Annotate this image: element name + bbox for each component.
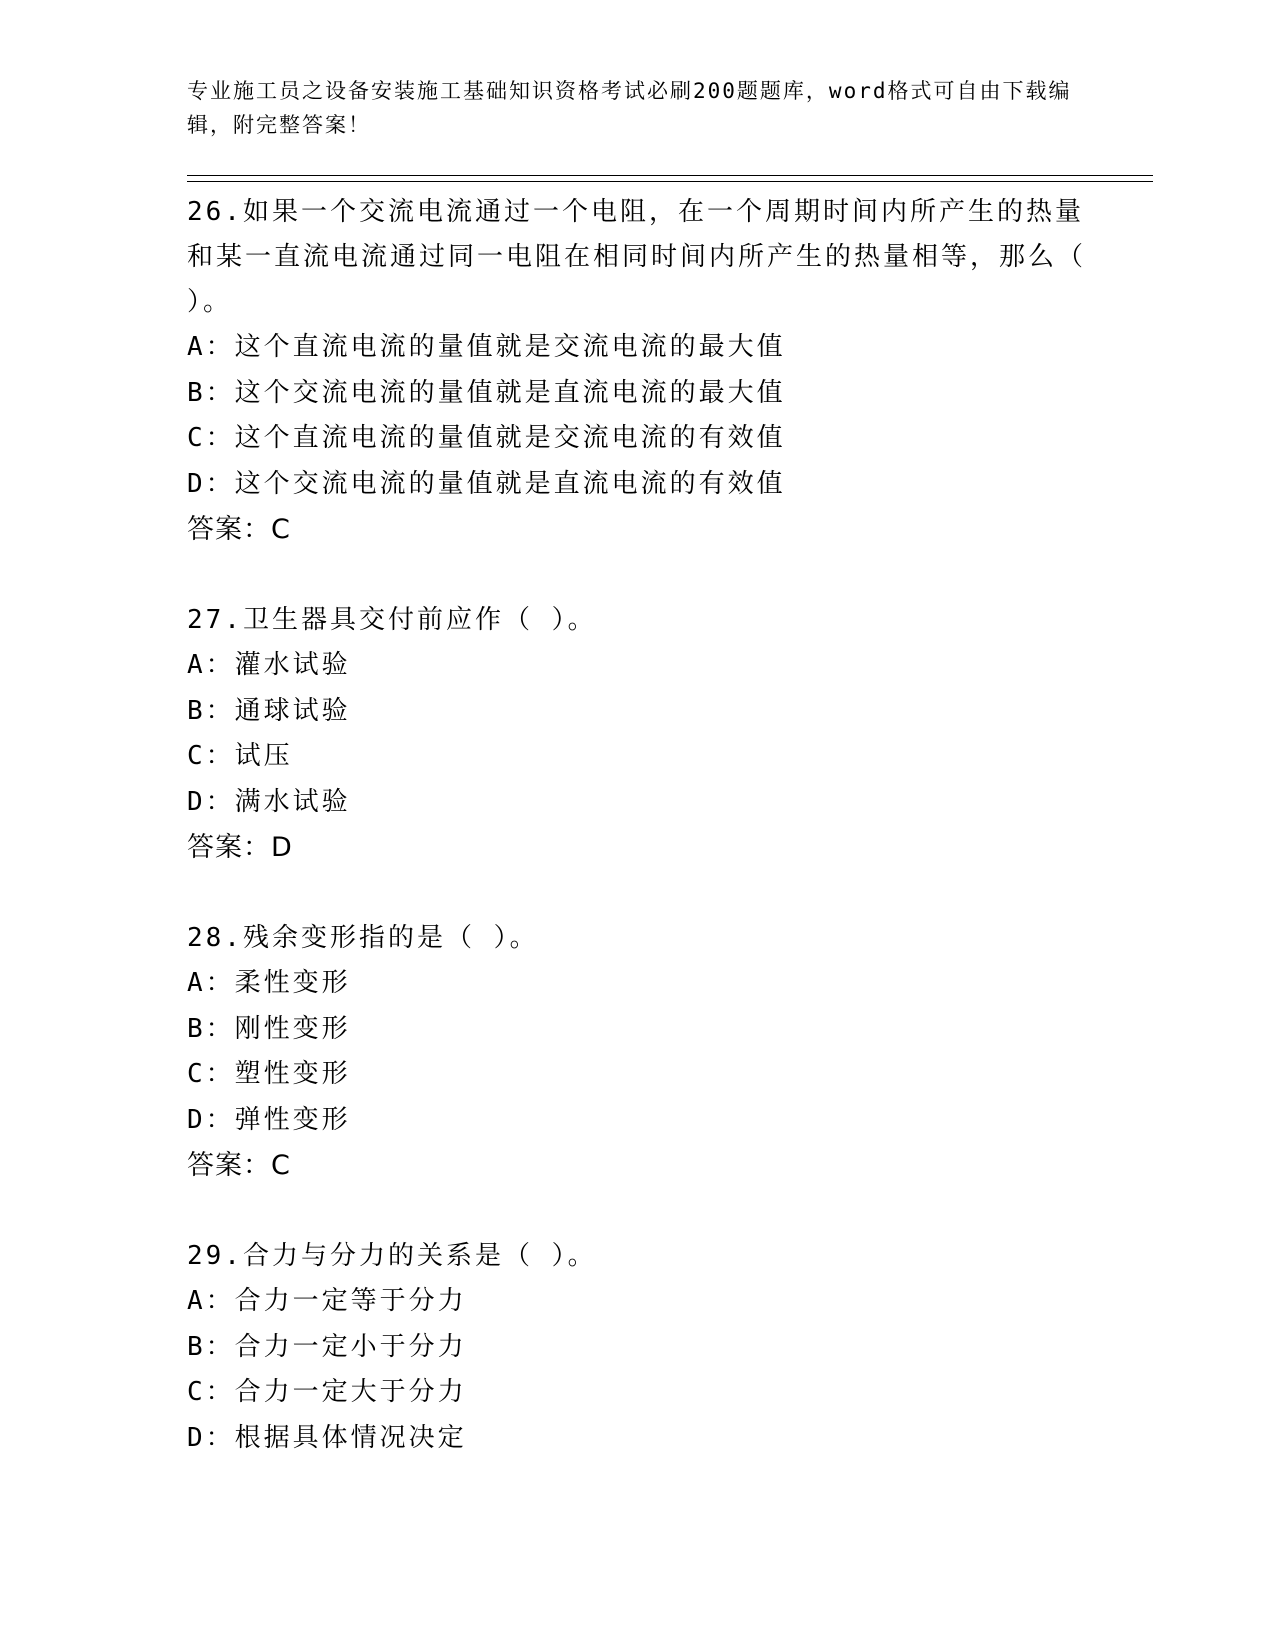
option-b: B：刚性变形: [187, 1013, 351, 1044]
answer-line: 答案：C: [187, 514, 291, 545]
option-a: A：柔性变形: [187, 968, 351, 998]
option-b: B：合力一定小于分力: [187, 1331, 467, 1362]
option-c: C：试压: [187, 741, 293, 771]
option-b: B：通球试验: [187, 695, 351, 726]
header-divider-bottom: [187, 181, 1153, 182]
header-divider-top: [187, 175, 1153, 176]
question-list: [187, 190, 1087, 1507]
option-d: D：这个交流电流的量值就是直流电流的有效值: [187, 468, 786, 499]
question-26: [187, 190, 1087, 552]
question-28: [187, 916, 1087, 1188]
option-c: C：合力一定大于分力: [187, 1377, 467, 1407]
question-29: [187, 1234, 1087, 1461]
answer-line: 答案：C: [187, 1150, 291, 1181]
question-stem: 27.卫生器具交付前应作（ ）。: [187, 605, 597, 635]
question-stem: 29.合力与分力的关系是（ ）。: [187, 1241, 597, 1271]
answer-line: 答案：D: [187, 832, 293, 863]
option-d: D：满水试验: [187, 786, 351, 817]
option-b: B：这个交流电流的量值就是直流电流的最大值: [187, 377, 786, 408]
option-c: C：塑性变形: [187, 1059, 351, 1089]
question-stem: 28.残余变形指的是（ ）。: [187, 923, 539, 953]
question-stem: 26.如果一个交流电流通过一个电阻，在一个周期时间内所产生的热量和某一直流电流通过同一电阻在相同时间内所产生的热量相等，那么（ ）。: [187, 197, 1087, 317]
document-header: 专业施工员之设备安装施工基础知识资格考试必刷200题题库，word格式可自由下载编辑，附完整答案！: [187, 79, 1072, 137]
option-d: D：根据具体情况决定: [187, 1422, 467, 1453]
option-d: D：弹性变形: [187, 1104, 351, 1135]
option-a: A：灌水试验: [187, 650, 351, 680]
option-c: C：这个直流电流的量值就是交流电流的有效值: [187, 423, 786, 453]
question-27: [187, 598, 1087, 870]
option-a: A：合力一定等于分力: [187, 1286, 467, 1316]
option-a: A：这个直流电流的量值就是交流电流的最大值: [187, 332, 786, 362]
